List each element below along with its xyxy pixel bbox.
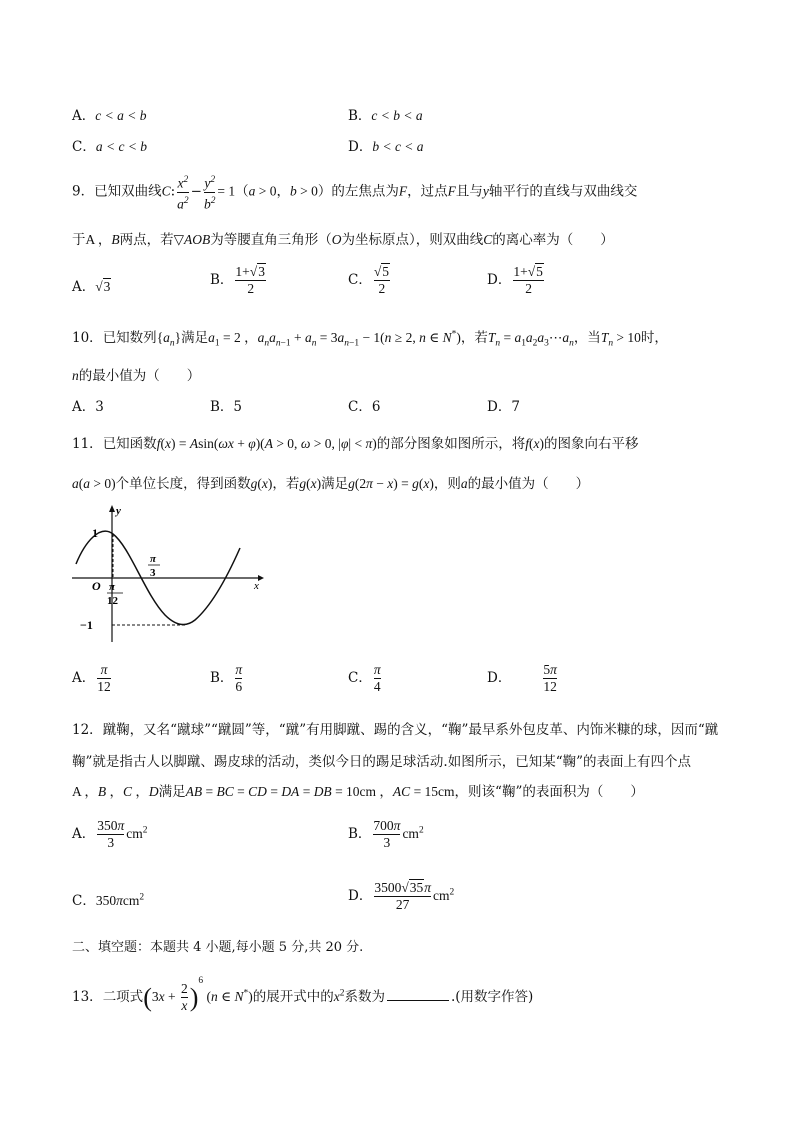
q9-option-a: A．√3	[72, 279, 111, 295]
q10-option-b: B．5	[210, 399, 243, 415]
q12-line-3: A ，B ，C ，D满足AB = BC = CD = DA = DB = 10cm ，AC = 15cm，则该“鞠”的表面积为（ ）	[72, 784, 644, 800]
q10-line-1: 10．已知数列$\{a_n\}$满足$a_1 = 2$ ，$a_na_{n-1} + a_n = 3a_{n-1} - 1(n \ge 2$, n ∈ N*)，若$T_n$ = $a_1a_2a_3\cdots a_n$，当$T_n > 10$时，	[72, 329, 668, 349]
q12-option-b: B． $\frac{700\pi}{3}$ $cm^2$	[348, 818, 424, 850]
x-axis-arrow-icon	[258, 575, 264, 581]
origin-label: O	[92, 579, 101, 593]
q9-option-d: D． $\frac{1+√5}{2}$	[487, 264, 543, 296]
y-min-label: −1	[80, 618, 93, 632]
zero-x-label-den: 3	[150, 567, 156, 579]
peak-x-label-num: π	[109, 581, 116, 593]
y-axis-label: y	[116, 505, 121, 517]
q9-line-2: 于A ，B两点，若▽AOB为等腰直角三角形（O为坐标原点），则双曲线C的离心率为（ ）	[72, 232, 614, 248]
q10-line-2: n的最小值为（ ）	[72, 368, 201, 384]
y-max-label: 1	[92, 526, 98, 540]
q12-line-2: 鞠”就是指古人以脚蹴、踢皮球的活动，类似今日的踢足球活动.如图所示，已知某“鞠”的表面上有四个点	[72, 754, 691, 770]
q10-option-a: A．3	[72, 399, 104, 415]
peak-x-label-den: 12	[107, 595, 118, 607]
q8-option-b: B．c < b < a	[348, 108, 423, 124]
x-axis-label: x	[254, 580, 259, 592]
q10-option-c: C．6	[348, 399, 381, 415]
q11-function-graph	[70, 502, 270, 647]
q9-line-1: 9．已知双曲线C: $\frac{x^2}{a^2}$ − $\frac{y^2}{b^2}$ = 1（a > 0，b > 0）的左焦点为F，过点F且与y轴平行的直线与双曲线交	[72, 175, 638, 211]
q11-line-1: 11．已知函数f(x) = Asin(ωx + φ)(A > 0, ω > 0, |φ| < π)的部分图象如图所示，将f(x)的图象向右平移	[72, 436, 639, 452]
zero-x-label-num: π	[150, 553, 157, 565]
q9-option-b: B． $\frac{1+√3}{2}$	[210, 264, 265, 296]
y-axis-arrow-icon	[109, 505, 115, 512]
q10-option-d: D．7	[487, 399, 520, 415]
q12-option-c: C．350πcm$^2$	[72, 892, 145, 909]
q11-line-2: a(a > 0)个单位长度，得到函数g(x)，若g(x)满足g(2π − x) = g(x)，则a的最小值为（ ）	[72, 476, 590, 492]
q12-option-d: D． $\frac{3500√35\pi}{27}$ $cm^2$	[348, 880, 455, 912]
q8-option-c: C．a < c < b	[72, 139, 148, 155]
section-2-title: 二、填空题：本题共 4 小题,每小题 5 分,共 20 分.	[72, 940, 364, 955]
q8-option-a: A．c < a < b	[72, 108, 147, 124]
q12-line-1: 12．蹴鞠，又名“蹴球”“蹴圆”等，“蹴”有用脚蹴、踢的含义，“鞠”最早系外包皮革、内饰米糠的球，因而“蹴	[72, 722, 719, 738]
q11-option-a: A． $\frac{\pi}{12}$	[72, 662, 111, 694]
q12-option-a: A． $\frac{350\pi}{3}$ $cm^2$	[72, 818, 148, 850]
q8-option-d: D．b < c < a	[348, 139, 424, 155]
q13-line: 13．二项式(3x + $\frac{2}{x}$ )$^6$ (n ∈ N*)的展开式中的$x^2$系数为 .(用数字作答)	[72, 976, 534, 1014]
q13-answer-blank[interactable]	[387, 988, 449, 1001]
q9-option-c: C． $\frac{√5}{2}$	[348, 264, 390, 296]
q11-option-c: C． $\frac{\pi}{4}$	[348, 662, 381, 694]
q11-option-d: D． $\frac{5\pi}{12}$	[487, 662, 557, 694]
q11-option-b: B． $\frac{\pi}{6}$	[210, 662, 243, 694]
